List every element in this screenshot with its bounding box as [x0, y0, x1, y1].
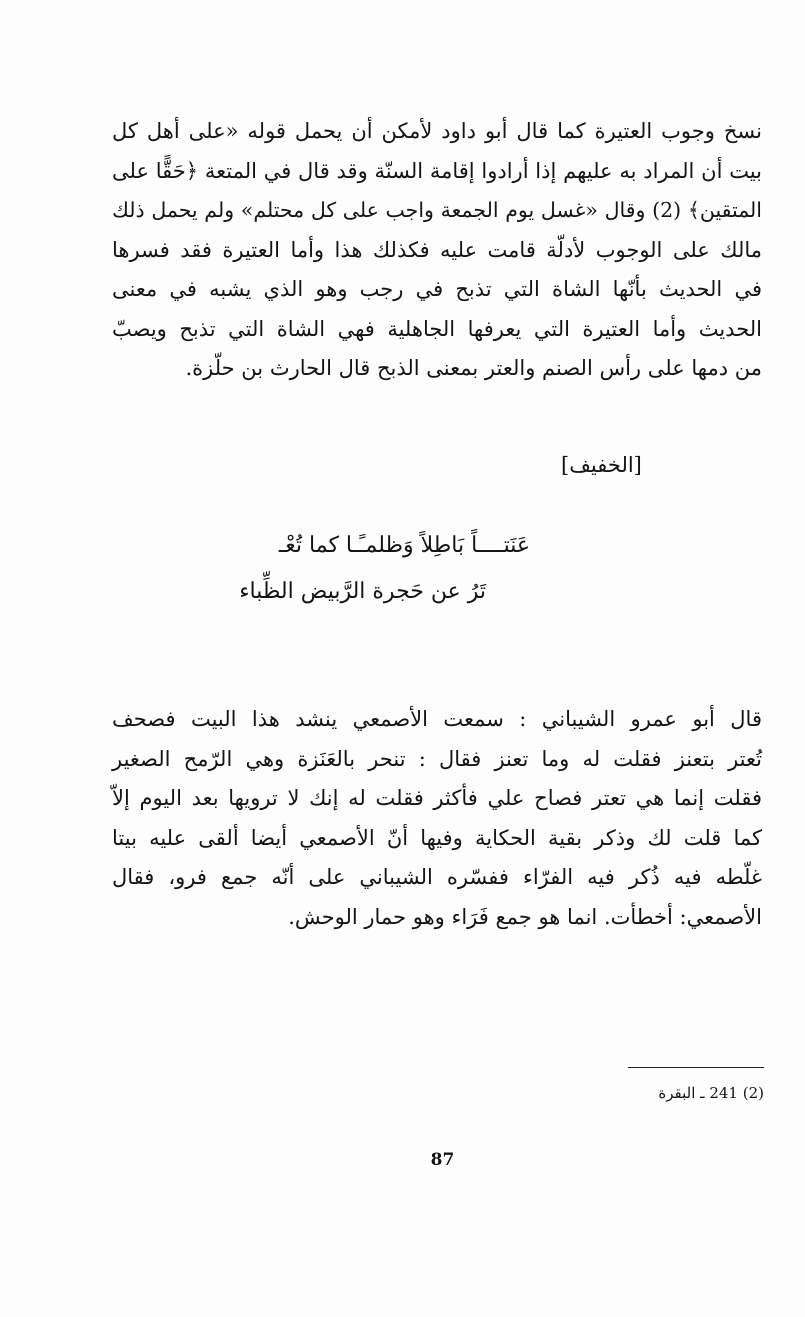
paragraph-2: [112, 700, 762, 937]
text-line: المتقين﴾ (2) وقال «غسل يوم الجمعة واجب على كل محتلم» ولم يحمل ذلك: [112, 198, 762, 222]
verse-first-hemistich: عَنَتــــاً بَاطِلاً وَظلمـًـا كما تُعْـ: [278, 533, 530, 558]
text-line: من دمها على رأس الصنم والعتر بمعنى الذبح قال الحارث بن حلّزة.: [185, 356, 762, 380]
paragraph-1: [112, 112, 762, 389]
text-line: مالك على الوجوب لأدلّة قامت عليه فكذلك هذا وأما العتيرة فقد فسرها: [112, 237, 762, 262]
footnote-divider: [628, 1067, 764, 1068]
text-line: قال أبو عمرو الشيباني : سمعت الأصمعي ينشد هذا البيت فصحف: [112, 707, 762, 731]
text-line: بيت أن المراد به عليهم إذا أرادوا إقامة السنّة وقد قال في المتعة ﴿حَقًّا على: [112, 158, 762, 183]
text-line: الحديث وأما العتيرة التي يعرفها الجاهلية فهي الشاة التي تذبح ويصبّ: [112, 316, 762, 341]
verse-second-hemistich: تَرُ عن حَجرة الرَّبيض الظِّباء: [239, 579, 486, 604]
footnote: (2) 241 ـ البقرة: [658, 1084, 764, 1102]
poetic-meter-label: [الخفيف]: [561, 453, 642, 477]
text-line: فقلت إنما هي تعتر فصاح علي فأكثر فقلت له إنك لا ترويها بعد اليوم إلاّ: [112, 786, 762, 810]
text-line: غلّطه فيه ذُكر فيه الفرّاء ففسّره الشيباني على أنّه جمع فرو، فقال: [112, 865, 762, 889]
text-line: تُعتر بتعنز فقلت له وما تعنز فقال : تنحر بالعَنَزة وهي الرّمح الصغير: [112, 746, 762, 771]
text-line: في الحديث بأنّها الشاة التي تذبح في رجب وهو الذي يشبه في معنى: [112, 277, 762, 301]
text-line: الأصمعي: أخطأت. انما هو جمع فَرَاء وهو حمار الوحش.: [288, 904, 762, 929]
text-line: نسخ وجوب العتيرة كما قال أبو داود لأمكن أن يحمل قوله «على أهل كل: [112, 119, 762, 143]
page-number: 87: [430, 1150, 455, 1170]
text-line: كما قلت لك وذكر بقية الحكاية وفيها أنّ الأصمعي أيضا ألقى عليه بيتا: [112, 825, 762, 850]
